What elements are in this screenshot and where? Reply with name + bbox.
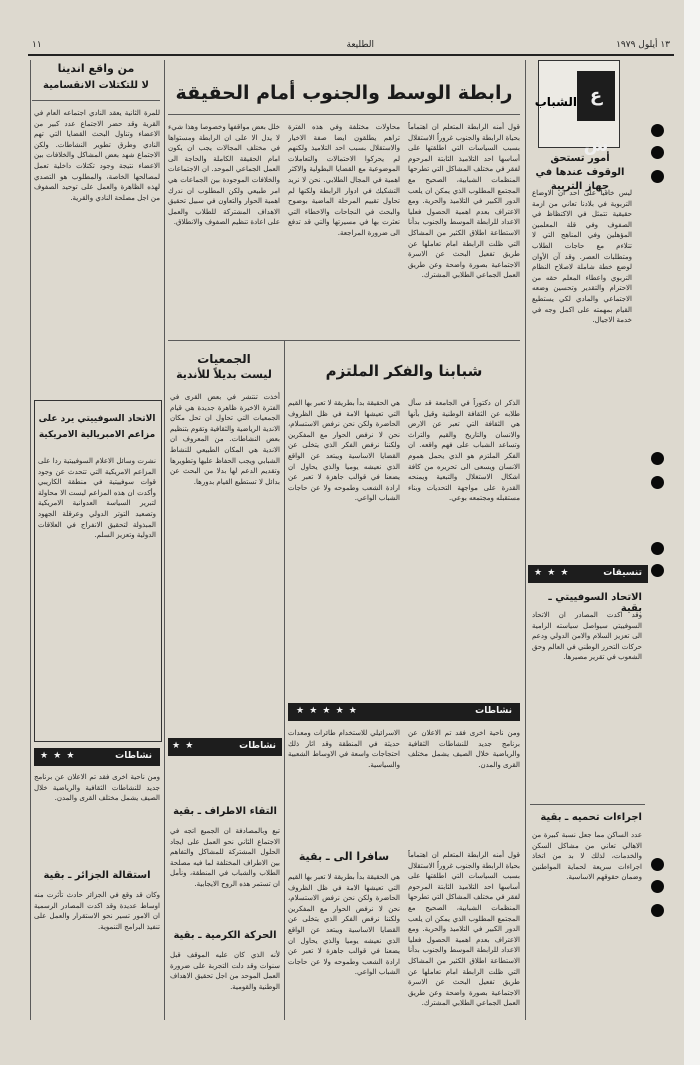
- main-col3: خلل بعض مواقفها وخصوصا وهذا شيء لا يدل الا على ان الرابطة ومستواها في مختلف المجالات يجب ان يكون امام الحقيقة الكاملة والحاجة الى العمل الجماعي الموحد. ان الاجتماعات والخلافات الموجودة بين الجماعات هي امر طبيعي ولكن المطلوب ان ندرك اهمية الحوار والتعاون في سبيل تحقيق الاهداف المشتركة للطلاب والعمل على اعادة تنظيم الصفوف والانطلاق.: [168, 123, 280, 227]
- sold-body-2: هي الحقيقة بدأ بطريقة لا تعبر بها القيم التي تعيشها الامة في ظل الظروف الحاضرة ولكن نحن نرفض الاستسلام، نحن لا نرفض الحوار مع المفكرين ولكننا نرفض الفكر الذي يتخلى عن القضايا الاساسية ويبتعد عن الواقع الذي نعيشه يوميا والذي يحاول ان يضعنا في قوالب جاهزة لا تعبر عن ارادة الشعب وطموحه ولا عن حاجات الشباب الواعي.: [288, 873, 400, 977]
- band-stars: ★ ★ ★: [40, 751, 76, 761]
- duty-title: أمور تستحق الوقوف عندها في جهاز التربية: [535, 153, 625, 192]
- section-logo: [534, 60, 620, 156]
- algeria-continued-body: وكان قد وقع في الجزائر حادث تأثرت منه اوساط عديدة وقد اكدت المصادر الرسمية ان الامور تسير نحو الاستقرار والعمل على تنفيذ البرامج التنموية.: [34, 891, 160, 931]
- prices-body: ومن ناحية اخرى فقد تم الاعلان عن برنامج جديد للنشاطات الثقافية والرياضية خلال الصيف يشمل مختلف القرى والمدن.: [408, 729, 520, 769]
- binding-hole: [651, 858, 664, 871]
- band-label: نشاطات: [475, 706, 512, 716]
- left-mid-title-1: الاتحاد السوفييتي يرد على: [38, 414, 156, 424]
- support-continued-title: اجراءات تحميه ـ بقية: [540, 812, 642, 823]
- main-headline: رابطة الوسط والجنوب أمام الحقيقة: [175, 82, 513, 104]
- band-stars: ★ ★ ★ ★ ★: [296, 706, 358, 716]
- page-number: ١١: [32, 40, 42, 50]
- prices-body-2: قول أمنه الرابطة المتعلم ان اهتماماً بحياة الرابطة والجنوب غروراً الاستقلال بسبب السياسات التي اطلقتها على أساسها احد التلاميذ الثابتة المرحوم لفقر في مختلف المشاكل التي تطرحها المنظمات الشبابية، الصحيح مع المجتمع المطلوب الذي يمكن ان يلعب الدور الكبير في التلاميذ والحرية. ومع الاعتراف بعدم اهمية الحصول فعليا الاعداد للرابطة الموسط والجنوب بدأنا الاستطاعة اطلاق الكثير من المشاكل التي ظلت الرابطة امام تعاملها عن طريق تفعيل البحث عن الاسرة الاجتماعية بصورة واضحة وعن طريق العمل الجماعي الطلابي المشترك.: [408, 851, 520, 1008]
- band-tansiqat: [528, 565, 648, 583]
- binding-hole: [651, 124, 664, 137]
- gathering-continued-body: تبع وبالمصادفة ان الجميع اتجه في الاجتماع الثاني نحو العمل على ايجاد الحلول المشتركة للمشاكل والتفاهم بين الاطراف المختلفة لما فيه مصلحة الطلاب والشباب في المنطقة، ونأمل ان تستمر هذه الروح الايجابية.: [170, 827, 280, 888]
- soviet-continued-body: وقد اكدت المصادر ان الاتحاد السوفييتي سيواصل سياسته الرامية الى تعزيز السلام والامن الدولي ودعم حركات التحرر الوطني في العالم وحق الشعوب في تقرير مصيرها.: [532, 611, 642, 662]
- band-nashatat-2: [168, 738, 282, 756]
- left-top-title-2: لا للتكتلات الانقسامية: [43, 80, 149, 91]
- gatherings-title-2: ليست بديلاً للأندية: [176, 368, 272, 381]
- main-col2: محاولات مختلفة وفي هذه الفترة تراهم يطلقون ايضا صفة الاخيار والاستقلال بسبب احد التلاميذ ولكنهم لم يحركوا الاحتمالات والتعاملات الموضوعية مع القضايا البطولية والاكثر اهمية في المجال الطلابي. نحن لا نريد التشكيك في ادوار الرابطة ولكنها لم تحاول تقييم المرحلة الماضية بوضوح والبحث في النجاحات والاخطاء التي تعثرت بها في مسيرتها والتي قد تدفع الى ضرورة المراجعة.: [288, 123, 400, 237]
- band-label: نشاطات: [239, 741, 276, 751]
- gatherings-title-1: الجمعيات: [197, 352, 251, 366]
- culture-col1: هي الحقيقة بدأ بطريقة لا تعبر بها القيم التي تعيشها الامة في ظل الظروف الحاضرة ولكن نحن نرفض الاستسلام، نحن لا نرفض الحوار مع المفكرين ولكننا نرفض الفكر الذي يتخلى عن القضايا الاساسية ويبتعد عن الواقع الذي نعيشه يوميا والذي يحاول ان يضعنا في قوالب جاهزة لا تعبر عن ارادة الشعب وطموحه ولا عن حاجات الشباب الواعي.: [288, 399, 400, 503]
- binding-hole: [651, 904, 664, 917]
- section-label: الشباب: [534, 95, 577, 109]
- soviet-continued-title: الاتحاد السوفييتي ـ بقية: [548, 592, 642, 614]
- section-logo-mark: ع ش: [577, 71, 615, 121]
- sold-body-top: الاسرائيلي للاستخدام طائرات ومعدات حديثة في المنطقة وقد اثار ذلك احتجاجات واسعة في الاوساط الشعبية والسياسية.: [288, 729, 400, 769]
- binding-hole: [651, 542, 664, 555]
- main-col1: قول أمنه الرابطة المتعلم ان اهتماماً بحياة الرابطة والجنوب غروراً الاستقلال بسبب السياسات التي اطلقتها على أساسها احد التلاميذ الثابتة المرحوم لفقر في مختلف المشاكل التي تطرحها المنظمات الشبابية، الصحيح مع المجتمع المطلوب الذي يمكن ان يلعب الدور الكبير في التلاميذ والحرية. ومع الاعتراف بعدم اهمية الحصول فعليا الاعداد للرابطة الموسط والجنوب بدأنا الاستطاعة اطلاق الكثير من المشاكل التي ظلت الرابطة امام تعاملها عن طريق تفعيل البحث عن الاسرة الاجتماعية بصورة واضحة وعن طريق العمل الجماعي الطلابي المشترك.: [408, 123, 520, 280]
- algeria-continued-title: استقالة الجزائر ـ بقية: [43, 870, 151, 881]
- divider: [530, 804, 645, 805]
- duty-body: ليس خافياً على احد ان الاوضاع التربوية في بلادنا تعاني من ازمة حقيقية تتمثل في الاكتظاظ في الصفوف وفي قلة المعلمين المؤهلين وفي المناهج التي لا تتلاءم مع حاجات الطلاب ومتطلبات العصر. وقد آن الأوان لوضع خطة شاملة لاصلاح النظام التربوي واعطاء المعلم حقه من الاحترام والتقدير وتحسين وضعه الاجتماعي والمادي لكي يستطيع القيام بمهمته على اكمل وجه في خدمة الاجيال.: [532, 189, 632, 325]
- band-nashatat-left: [34, 748, 160, 766]
- binding-hole: [651, 564, 664, 577]
- left-mid-title-2: مزاعم الامبريالية الامريكية: [38, 430, 156, 440]
- band-stars: ★ ★: [172, 741, 195, 751]
- sold-continued-title: سافرا الى ـ بقية: [298, 850, 390, 863]
- column-rule: [30, 60, 31, 1020]
- divider: [32, 100, 160, 101]
- left-news-body: ومن ناحية اخرى فقد تم الاعلان عن برنامج جديد للنشاطات الثقافية والرياضية خلال الصيف يشمل مختلف القرى والمدن.: [34, 773, 160, 803]
- band-label: تنسيقات: [603, 568, 642, 578]
- binding-hole: [651, 170, 664, 183]
- fighters-continued-body: لأنه الذي كان عليه الموقف قبل سنوات وقد دلت التجربة على ضرورة العمل الموحد من اجل تحقيق الاهداف الوطنية والقومية.: [170, 951, 280, 991]
- left-top-title-1: من واقع اندينا: [57, 62, 135, 75]
- band-label: نشاطات: [115, 751, 152, 761]
- divider: [168, 114, 520, 115]
- newspaper-name: الطليعة: [346, 40, 374, 50]
- gatherings-body: أخذت تنتشر في بعض القرى في الفترة الاخيرة ظاهرة جديدة هي قيام الجمعيات التي تحاول ان تحل مكان الاندية الرياضية والثقافية وتقوم بتنظيم بعض النشاطات. من المعروف ان الاندية هي المكان الطبيعي للنشاط الشبابي ويجب الحفاظ عليها وتطويرها وتقديم الدعم لها بدلا من البحث عن بدائل لا تستطيع القيام بدورها.: [170, 393, 280, 486]
- column-rule: [284, 340, 285, 1020]
- binding-hole: [651, 476, 664, 489]
- binding-rail: [684, 0, 700, 1065]
- column-rule: [164, 60, 165, 1020]
- band-nashatat-mid: [288, 703, 520, 721]
- issue-date: ١٣ أيلول ١٩٧٩: [616, 40, 670, 50]
- gathering-continued-title: التقاء الاطراف ـ بقية: [173, 806, 277, 817]
- page-header: [28, 34, 674, 56]
- fighters-continued-title: الحركة الكرمية ـ بقية: [173, 930, 277, 941]
- binding-hole: [651, 880, 664, 893]
- divider: [168, 340, 520, 341]
- left-mid-body: نشرت وسائل الاعلام السوفييتية ردا على المزاعم الامريكية التي تتحدث عن وجود قوات سوفييتية في منطقة الكاريبي وأكدت ان هذه المزاعم ليست الا محاولة لتبرير السياسة العدوانية الامريكية وتصعيد التوتر الدولي وعرقلة الجهود المبذولة لتحقيق الانفراج في العلاقات الدولية وتعزيز السلم.: [38, 457, 156, 540]
- left-top-body: للمرة الثانية يعقد النادي اجتماعه العام في القرية وقد حضر الاجتماع عدد كبير من الاعضاء وتناول البحث القضايا التي تهم النادي وطرق تطوير النشاطات. ولكن الاجتماع شهد بعض المشاكل والخلافات بين الاعضاء نتيجة وجود تكتلات داخلية تعمل لمصالحها الخاصة، والمطلوب هو التصدي لهذه الظاهرة والعمل على توحيد الصفوف من اجل مصلحة النادي والقرية.: [34, 109, 160, 202]
- column-rule: [525, 60, 526, 1020]
- binding-hole: [651, 146, 664, 159]
- support-continued-body: عدد الساكن مما جعل نسبة كبيرة من الاهالي تعاني من مشاكل السكن والخدمات، لذلك لا بد من اتخاذ اجراءات سريعة لحماية المواطنين وضمان حقوقهم الاساسية.: [532, 831, 642, 882]
- culture-col2: الذكر ان دكتوراً في الجامعة قد سأل طلابه عن الثقافة الوطنية وقيل بأنها هي الثقافة التي تعبر عن الارض والانسان والتاريخ والقيم والتراث وتساعد الشباب على فهم واقعه. ان الفكر الملتزم هو الذي يحمل هموم الانسان ويسعى الى تحريره من كافة اشكال الاستغلال والتبعية ويمنحه القدرة على مواجهة التحديات وبناء مستقبله ومجتمعه بوعي.: [408, 399, 520, 503]
- band-stars: ★ ★ ★: [534, 568, 570, 578]
- culture-headline: شبابنا والفكر الملتزم: [325, 362, 483, 380]
- binding-hole: [651, 452, 664, 465]
